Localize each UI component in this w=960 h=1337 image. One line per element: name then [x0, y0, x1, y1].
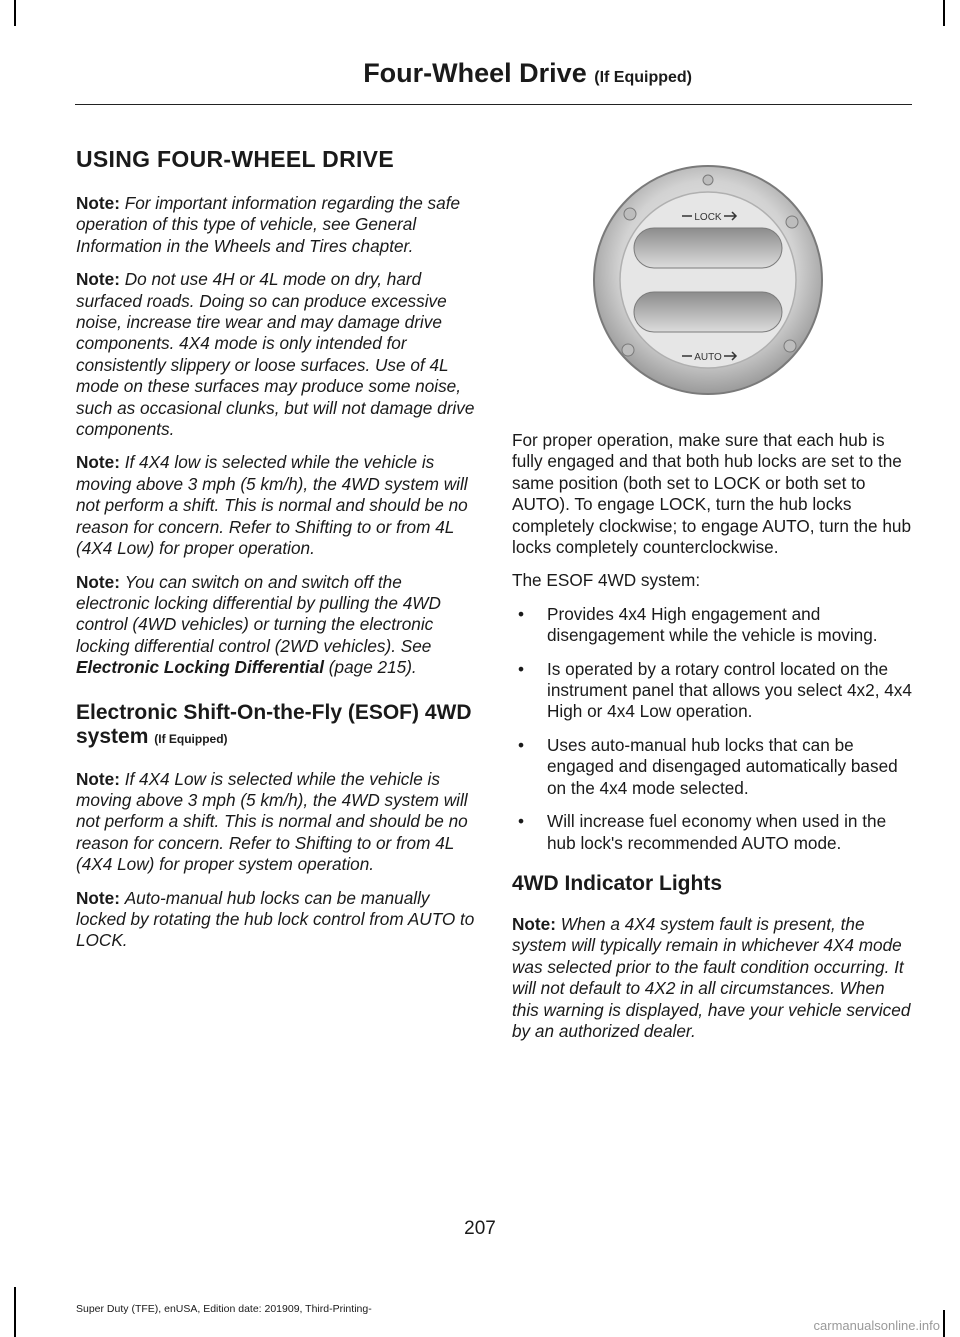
- bullet-icon: •: [518, 603, 525, 624]
- subsection-heading: Electronic Shift-On-the-Fly (ESOF) 4WD system (If Equipped): [76, 700, 472, 748]
- page-number: 207: [464, 1218, 496, 1239]
- bullet-icon: •: [518, 811, 525, 832]
- list-item: • Will increase fuel economy when used in the hub lock's recommended AUTO mode.: [518, 811, 887, 853]
- feature-list: [512, 604, 912, 854]
- hub-lock-dial-illustration: [578, 160, 838, 408]
- list-item: • Provides 4x4 High engagement and disengagement while the vehicle is moving.: [518, 603, 878, 646]
- note-paragraph: Note: When a 4X4 system fault is present, the system will typically remain in whichever 4X4 mode was selected prior to the fault condition occurring. It will not default to 4X2 in all circumstances. When this warning is displayed, have your vehicle serviced by an authorized dealer.: [512, 913, 911, 1041]
- cross-reference-link[interactable]: Electronic Locking Differential: [76, 657, 325, 678]
- body-paragraph: For proper operation, make sure that each hub is fully engaged and that both hub locks are set to the same position (both set to LOCK or both set to AUTO). To engage LOCK, turn the hub locks completely clockwise; to engage AUTO, turn the hub locks completely counterclockwise.: [512, 430, 912, 558]
- left-column: [76, 146, 478, 964]
- list-item: • Is operated by a rotary control located on the instrument panel that allows you select 4x2, 4x4 High or 4x4 Low operation.: [518, 658, 912, 722]
- dial-screw: [784, 340, 796, 352]
- list-item: • Uses auto-manual hub locks that can be engaged and disengaged automatically based on the 4x4 mode selected.: [518, 734, 898, 798]
- note-paragraph: Note: Do not use 4H or 4L mode on dry, hard surfaced roads. Doing so can produce excessive noise, increase tire wear and may damage drive components. 4X4 mode is only intended for consistently slippery or loose surfaces. Use of 4L mode on these surfaces may produce some noise, such as occasional clunks, but will not damage drive components.: [76, 269, 475, 440]
- section-heading: USING FOUR-WHEEL DRIVE: [76, 146, 394, 172]
- page-reference: (page 215).: [328, 657, 417, 678]
- header-rule: [75, 104, 912, 105]
- page-header-title: Four-Wheel Drive: [363, 58, 587, 88]
- note-paragraph: Note: If 4X4 low is selected while the vehicle is moving above 3 mph (5 km/h), the 4WD system will not perform a shift. This is normal and should be no reason for concern. Refer to Shifting to or from 4L (4X4 Low) for proper operation.: [76, 452, 468, 559]
- page-header: [363, 58, 692, 89]
- dial-grip-lower: [634, 292, 782, 332]
- dial-screw: [622, 344, 634, 356]
- page-header-suffix: (If Equipped): [594, 69, 692, 86]
- subsection-heading: 4WD Indicator Lights: [512, 871, 722, 895]
- crop-mark-bottom-left: [14, 1287, 16, 1337]
- watermark: carmanualsonline.info: [813, 1318, 940, 1333]
- crop-mark-top-right: [943, 0, 945, 26]
- bullet-icon: •: [518, 658, 525, 679]
- note-paragraph: Note: You can switch on and switch off the electronic locking differential by pulling the 4WD control (4WD vehicles) or turning the electronic locking differential control (2WD vehicles). See Electronic Locking Differential (page 215).: [76, 571, 441, 678]
- dial-label-auto: AUTO: [694, 352, 722, 363]
- body-paragraph: The ESOF 4WD system:: [512, 570, 701, 591]
- hub-lock-figure: [578, 160, 838, 408]
- crop-mark-bottom-right: [943, 1310, 945, 1337]
- footer-edition: Super Duty (TFE), enUSA, Edition date: 201909, Third-Printing-: [76, 1303, 372, 1315]
- crop-mark-top-left: [14, 0, 16, 26]
- note-paragraph: Note: If 4X4 Low is selected while the vehicle is moving above 3 mph (5 km/h), the 4WD system will not perform a shift. This is normal and should be no reason for concern. Refer to Shifting to or from 4L (4X4 Low) for proper system operation.: [76, 768, 468, 875]
- note-paragraph: Note: Auto-manual hub locks can be manually locked by rotating the hub lock control from AUTO to LOCK.: [76, 887, 475, 951]
- dial-grip-upper: [634, 228, 782, 268]
- right-column: [512, 430, 912, 1054]
- note-paragraph: Note: For important information regarding the safe operation of this type of vehicle, see General Information in the Wheels and Tires chapter.: [76, 193, 461, 256]
- dial-screw: [703, 175, 713, 185]
- dial-screw: [624, 208, 636, 220]
- dial-screw: [786, 216, 798, 228]
- dial-label-lock: LOCK: [694, 212, 722, 223]
- bullet-icon: •: [518, 734, 525, 755]
